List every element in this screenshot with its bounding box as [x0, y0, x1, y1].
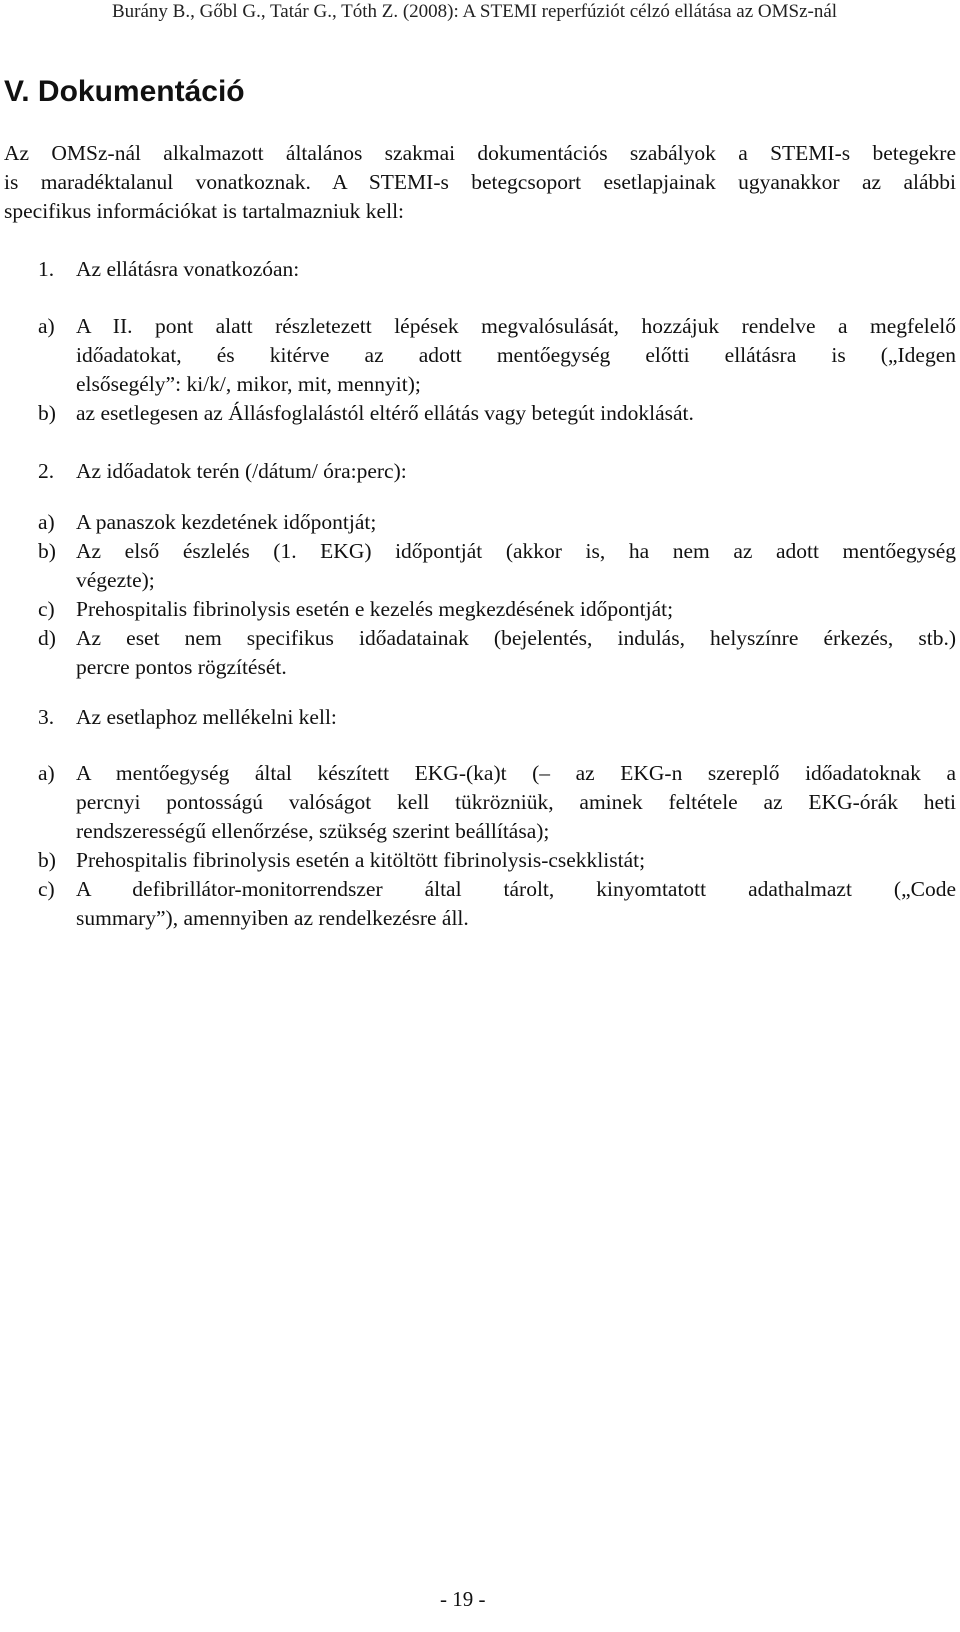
item-line: időadatokat, és kitérve az adott mentőegység előtti ellátásra is („Idegen — [76, 343, 956, 367]
list-item — [38, 875, 956, 933]
item-label: c) — [38, 877, 55, 901]
section-title: V. Dokumentáció — [4, 75, 245, 108]
item-label: a) — [38, 314, 55, 338]
item-line: percre pontos rögzítését. — [76, 655, 287, 679]
item-line: rendszerességű ellenőrzése, szükség szerint beállítása); — [76, 819, 550, 843]
section-number: 2. — [38, 459, 55, 483]
item-line: summary”), amennyiben az rendelkezésre áll. — [76, 906, 469, 930]
item-line: A mentőegység által készített EKG-(ka)t (– az EKG-n szereplő időadatoknak a — [76, 761, 956, 785]
item-line: elsősegély”: ki/k/, mikor, mit, mennyit); — [76, 372, 421, 396]
item-label: b) — [38, 848, 56, 872]
item-line: percnyi pontosságú valóságot kell tükrözniük, aminek feltétele az EKG-órák heti — [76, 790, 956, 814]
section-number: 1. — [38, 257, 55, 281]
list-item — [38, 624, 956, 682]
section-heading-text: Az időadatok terén (/dátum/ óra:perc): — [76, 459, 407, 483]
intro-paragraph — [4, 139, 956, 226]
item-line: A defibrillátor-monitorrendszer által tárolt, kinyomtatott adathalmazt („Code — [76, 877, 956, 901]
item-line: Prehospitalis fibrinolysis esetén e kezelés megkezdésének időpontját; — [76, 597, 674, 621]
item-line: végezte); — [76, 568, 155, 592]
item-line: Az eset nem specifikus időadatainak (bejelentés, indulás, helyszínre érkezés, stb.) — [76, 626, 956, 650]
item-label: c) — [38, 597, 55, 621]
item-line: A II. pont alatt részletezett lépések megvalósulását, hozzájuk rendelve a megfelelő — [76, 314, 956, 338]
item-line: Prehospitalis fibrinolysis esetén a kitöltött fibrinolysis-csekklistát; — [76, 848, 646, 872]
list-item — [38, 846, 956, 875]
section-number: 3. — [38, 705, 55, 729]
list-item — [38, 399, 956, 428]
list-item — [38, 595, 956, 624]
item-label: a) — [38, 510, 55, 534]
list-item — [38, 508, 956, 537]
running-header: Burány B., Gőbl G., Tatár G., Tóth Z. (2008): A STEMI reperfúziót célzó ellátása az OMSz-nál — [112, 1, 838, 22]
section-heading-text: Az ellátásra vonatkozóan: — [76, 257, 300, 281]
intro-line: Az OMSz-nál alkalmazott általános szakmai dokumentációs szabályok a STEMI-s betegekre — [4, 141, 956, 165]
item-line: az esetlegesen az Állásfoglalástól eltérő ellátás vagy betegút indoklását. — [76, 401, 694, 425]
item-line: Az első észlelés (1. EKG) időpontját (akkor is, ha nem az adott mentőegység — [76, 539, 956, 563]
item-line: A panaszok kezdetének időpontját; — [76, 510, 377, 534]
list-item — [38, 312, 956, 399]
intro-line: specifikus információkat is tartalmazniuk kell: — [4, 199, 405, 223]
page-number: - 19 - — [440, 1587, 486, 1611]
section-heading-text: Az esetlaphoz mellékelni kell: — [76, 705, 337, 729]
list-item — [38, 759, 956, 846]
intro-line: is maradéktalanul vonatkoznak. A STEMI-s betegcsoport esetlapjainak ugyanakkor az alábbi — [4, 170, 956, 194]
item-label: d) — [38, 626, 56, 650]
item-label: b) — [38, 539, 56, 563]
item-label: b) — [38, 401, 56, 425]
list-item — [38, 537, 956, 595]
item-label: a) — [38, 761, 55, 785]
